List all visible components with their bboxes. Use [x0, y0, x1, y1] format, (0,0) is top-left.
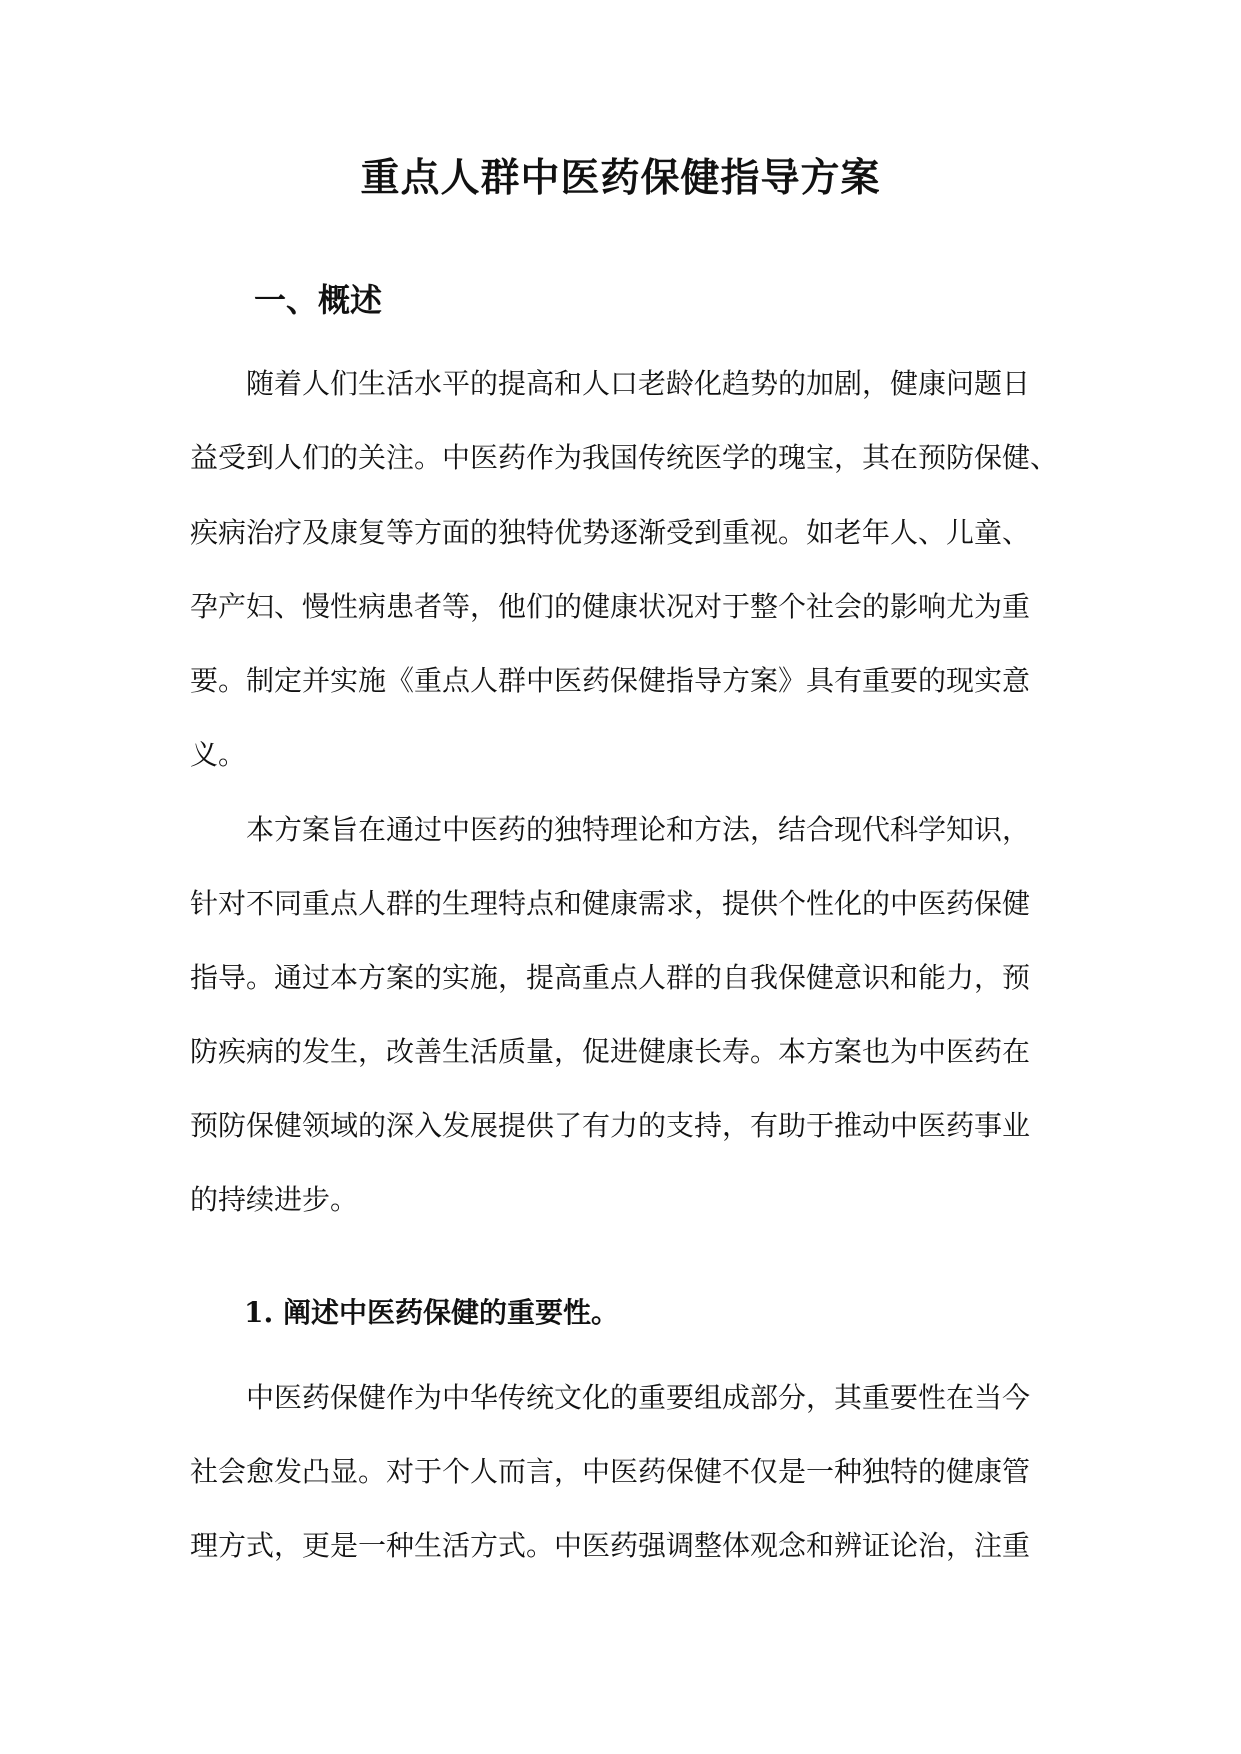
section-heading-overview: 一、概述 — [254, 281, 383, 319]
paragraph-line: 的持续进步。 — [190, 1183, 359, 1216]
paragraph-line: 孕产妇、慢性病患者等，他们的健康状况对于整个社会的影响尤为重 — [190, 590, 1031, 623]
paragraph-line: 针对不同重点人群的生理特点和健康需求，提供个性化的中医药保健 — [190, 887, 1031, 920]
paragraph-line: 社会愈发凸显。对于个人而言，中医药保健不仅是一种独特的健康管 — [190, 1455, 1031, 1488]
paragraph-line: 防疾病的发生，改善生活质量，促进健康长寿。本方案也为中医药在 — [190, 1035, 1031, 1068]
paragraph-line: 随着人们生活水平的提高和人口老龄化趋势的加剧，健康问题日 — [246, 367, 1031, 400]
paragraph-line: 理方式，更是一种生活方式。中医药强调整体观念和辨证论治，注重 — [190, 1529, 1031, 1562]
paragraph-line: 义。 — [190, 738, 247, 771]
paragraph-line: 要。制定并实施《重点人群中医药保健指导方案》具有重要的现实意 — [190, 664, 1031, 697]
paragraph-line: 指导。通过本方案的实施，提高重点人群的自我保健意识和能力，预 — [190, 961, 1031, 994]
document-title: 重点人群中医药保健指导方案 — [360, 155, 881, 201]
paragraph-line: 中医药保健作为中华传统文化的重要组成部分，其重要性在当今 — [246, 1381, 1031, 1414]
paragraph-line: 益受到人们的关注。中医药作为我国传统医学的瑰宝，其在预防保健、 — [190, 441, 1059, 474]
paragraph-line: 疾病治疗及康复等方面的独特优势逐渐受到重视。如老年人、儿童、 — [190, 516, 1031, 549]
paragraph-line: 预防保健领域的深入发展提供了有力的支持，有助于推动中医药事业 — [190, 1109, 1031, 1142]
subsection-heading-importance: 1. 阐述中医药保健的重要性。 — [244, 1296, 619, 1329]
paragraph-line: 本方案旨在通过中医药的独特理论和方法，结合现代科学知识， — [246, 813, 1031, 846]
